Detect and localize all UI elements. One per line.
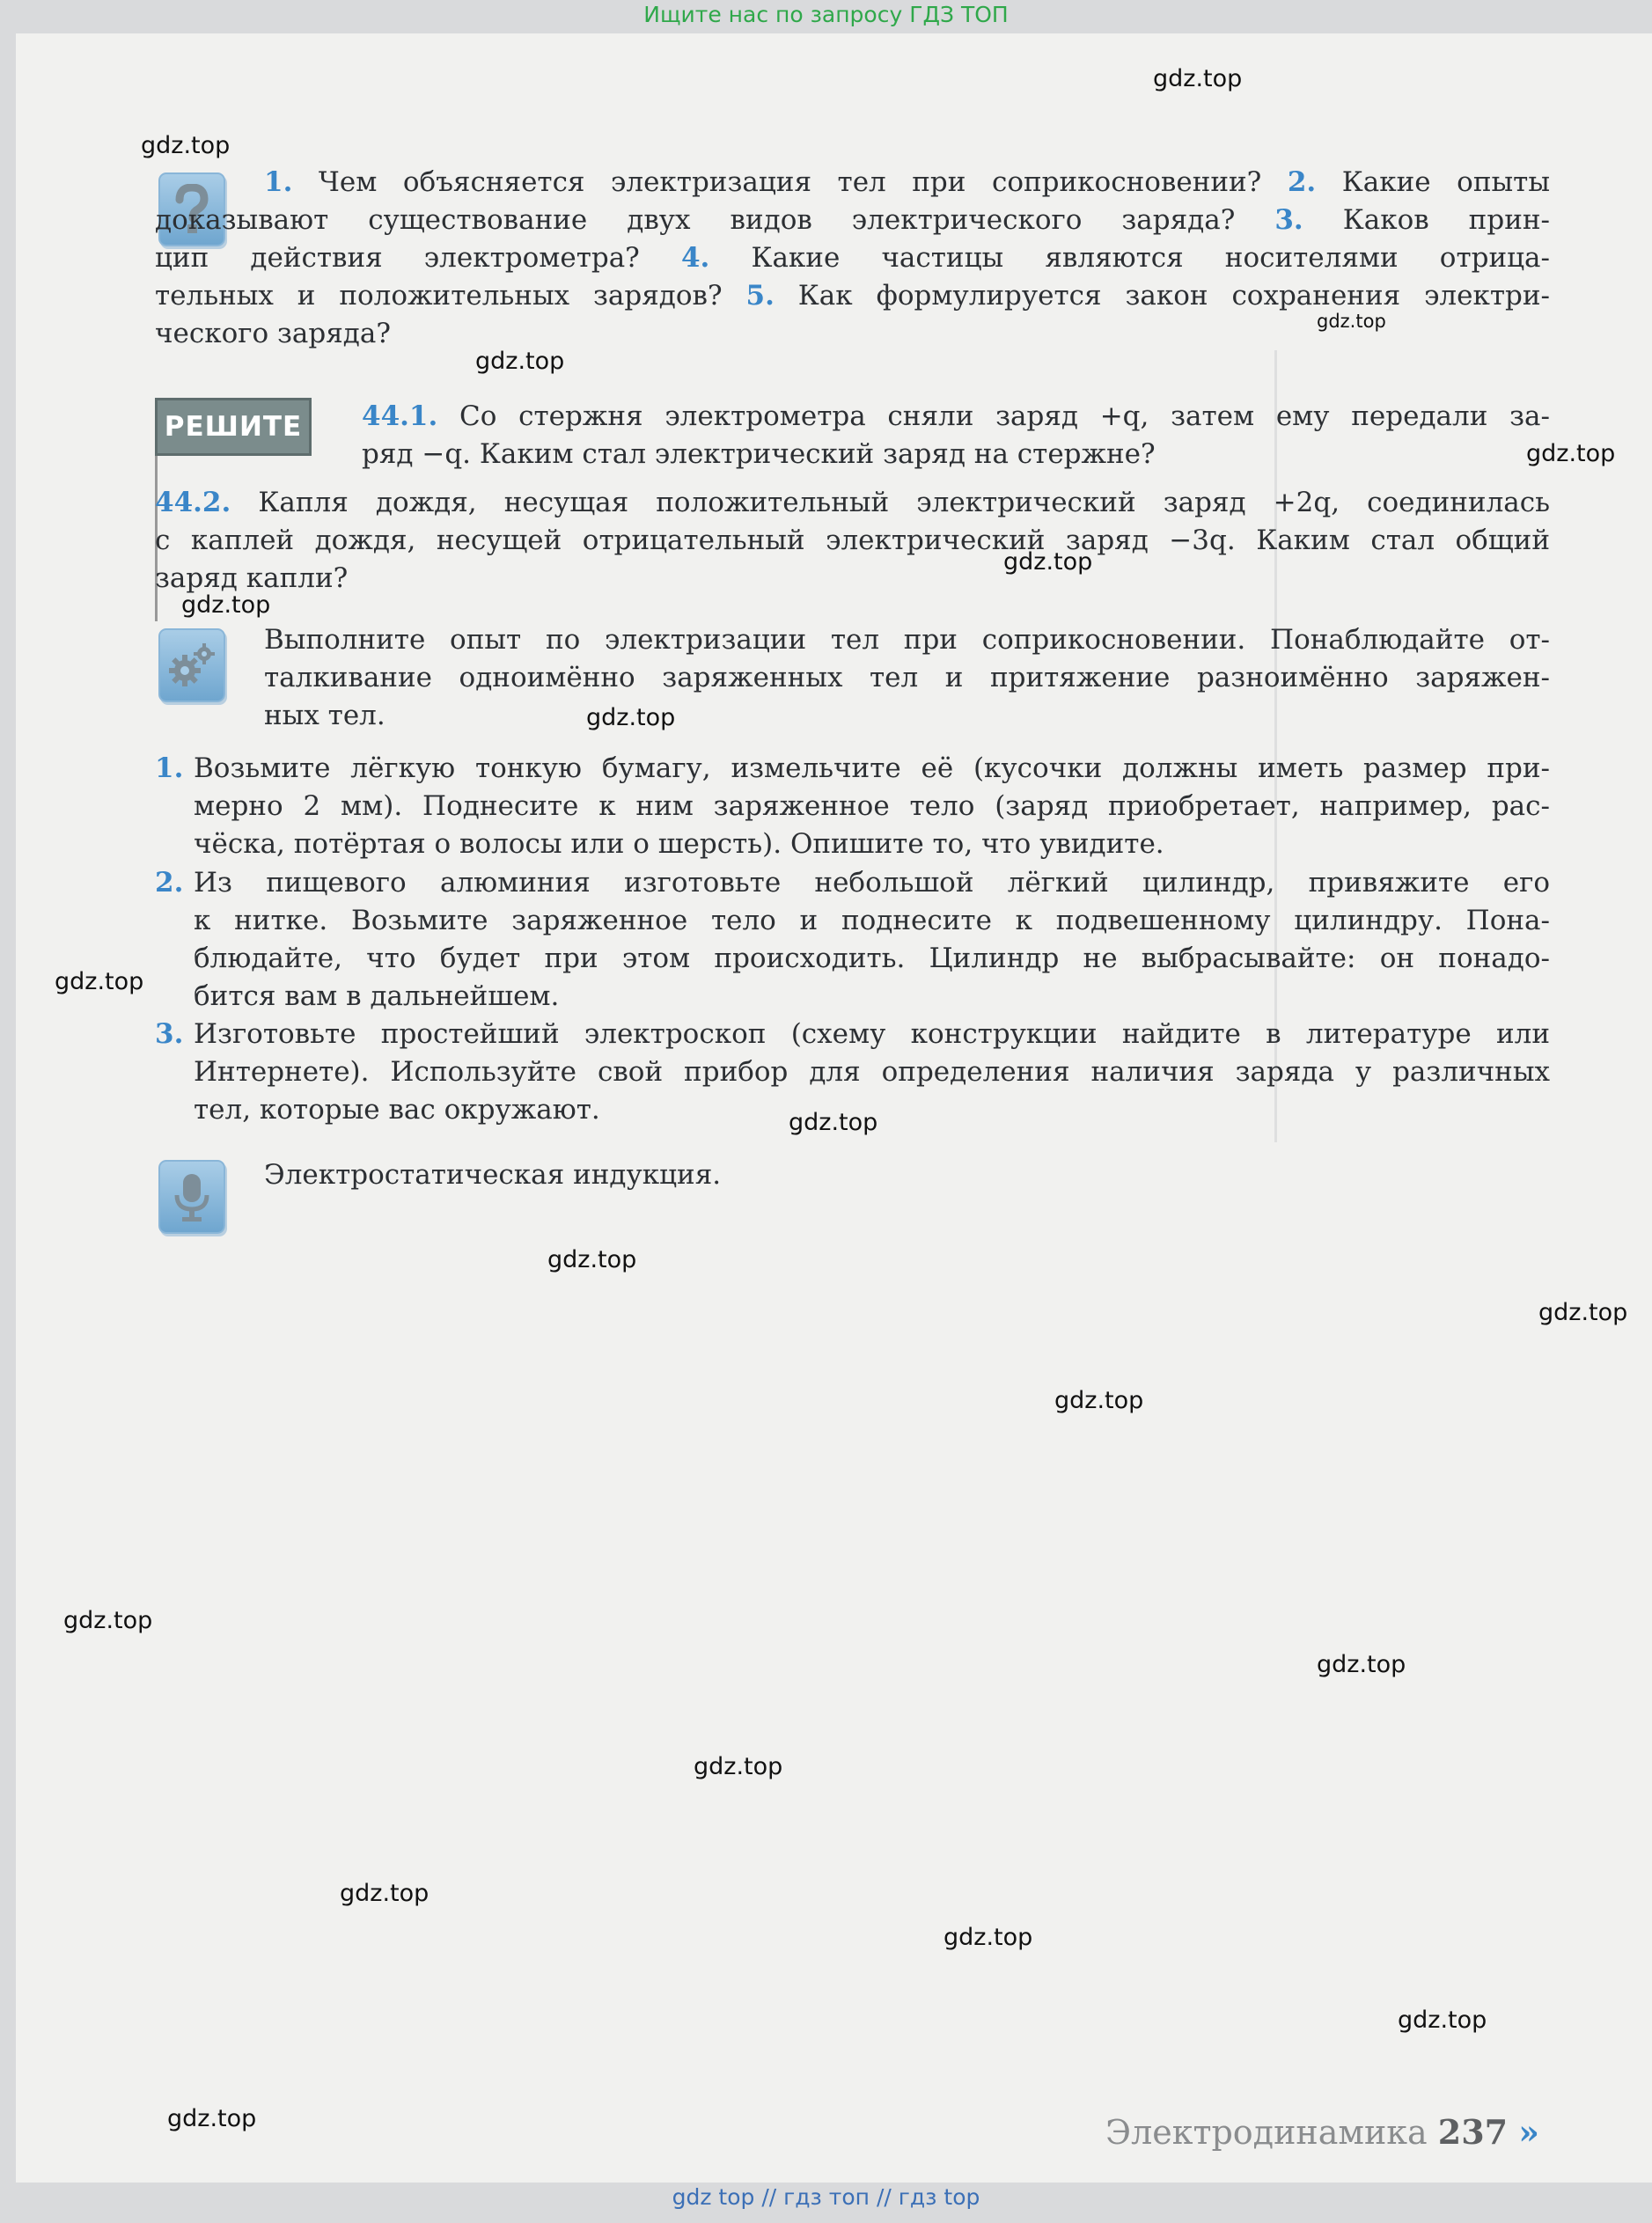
experiment-item-3-line-2: Интернете). Используйте свой прибор для определения наличия заряда у различных [194,1056,1550,1088]
watermark: gdz.top [167,2105,257,2132]
watermark: gdz.top [1153,65,1243,92]
experiment-item-2-line-1: Из пищевого алюминия изготовьте небольшой лёгкий цилиндр, привяжите его [194,867,1550,899]
watermark: gdz.top [475,348,565,375]
problem-44-1-line-2: ряд −q. Каким стал электрический заряд на стержне? [362,438,1156,470]
watermark: gdz.top [63,1607,153,1634]
watermark: gdz.top [181,591,271,619]
watermark: gdz.top [789,1109,878,1136]
experiment-intro-line-2: талкивание одноимённо заряженных тел и притяжение разноимённо заряжен- [264,662,1550,693]
experiment-item-1-line-1: Возьмите лёгкую тонкую бумагу, измельчите её (кусочки должны иметь размер при- [194,752,1550,784]
problem-44-2-line-1: 44.2. Капля дождя, несущая положительный электрический заряд +2q, соединилась [155,487,1550,518]
question-number: 2. [1287,166,1317,198]
watermark: gdz.top [1317,311,1386,332]
problem-44-1-line-1: 44.1. Со стержня электрометра сняли заряд +q, затем ему передали за- [362,400,1550,432]
watermark: gdz.top [1054,1387,1144,1414]
watermark: gdz.top [340,1880,430,1907]
watermark: gdz.top [943,1924,1033,1951]
problem-number: 44.1. [362,400,438,432]
next-arrow-icon: » [1518,2112,1539,2152]
question-line-5: ческого заряда? [155,318,391,349]
problem-44-2-line-3: заряд капли? [155,562,349,594]
microphone-icon [158,1160,225,1234]
watermark: gdz.top [547,1246,637,1273]
gears-icon [158,628,225,702]
watermark: gdz.top [141,132,231,159]
experiment-item-2-line-2: к нитке. Возьмите заряженное тело и поднесите к подвешенному цилиндру. Пона- [194,905,1550,936]
experiment-item-2-line-3: блюдайте, что будет при этом происходить. Цилиндр не выбрасывайте: он понадо- [194,943,1550,974]
watermark: gdz.top [1538,1299,1628,1326]
watermark: gdz.top [1398,2007,1487,2034]
question-line-1: 1. Чем объясняется электризация тел при соприкосновении? 2. Какие опыты [264,166,1550,198]
experiment-item-number: 3. [155,1018,184,1050]
problem-44-2-line-2: с каплей дождя, несущей отрицательный электрический заряд −3q. Каким стал общий [155,525,1550,556]
question-number: 4. [680,242,710,274]
watermark: gdz.top [694,1753,783,1780]
question-number: 3. [1274,204,1303,236]
experiment-item-number: 1. [155,752,184,784]
question-line-3: цип действия электрометра? 4. Какие частицы являются носителями отрица- [155,242,1550,274]
watermark: gdz.top [1003,548,1093,576]
bottom-banner[interactable]: gdz top // гдз топ // гдз top [672,2184,980,2210]
watermark: gdz.top [1526,440,1616,467]
experiment-intro-line-3: ных тел. [264,700,385,731]
experiment-item-2-line-4: бится вам в дальнейшем. [194,980,560,1012]
watermark: gdz.top [586,704,676,731]
experiment-intro-line-1: Выполните опыт по электризации тел при соприкосновении. Понаблюдайте от- [264,624,1550,656]
question-line-2: доказывают существование двух видов электрического заряда? 3. Каков прин- [155,204,1550,236]
question-number: 5. [745,280,775,312]
experiment-item-1-line-2: мерно 2 мм). Поднесите к ним заряженное тело (заряд приобретает, например, рас- [194,790,1550,822]
experiment-item-3-line-1: Изготовьте простейший электроскоп (схему конструкции найдите в литературе или [194,1018,1550,1050]
page-footer [1105,2112,1539,2152]
watermark: gdz.top [55,968,144,995]
top-banner[interactable]: Ищите нас по запросу ГДЗ ТОП [643,2,1009,27]
experiment-item-1-line-3: чёска, потёртая о волосы или о шерсть). Опишите то, что увидите. [194,828,1164,860]
page-number: 237 [1437,2112,1509,2152]
textbook-page [16,33,1652,2183]
problem-number: 44.2. [155,487,231,518]
question-line-4: тельных и положительных зарядов? 5. Как формулируется закон сохранения электри- [155,280,1550,312]
report-topic: Электростатическая индукция. [264,1159,722,1191]
question-number: 1. [264,166,293,198]
solve-badge: РЕШИТЕ [155,398,312,456]
experiment-item-3-line-3: тел, которые вас окружают. [194,1094,600,1126]
section-name: Электродинамика [1105,2113,1428,2152]
experiment-item-number: 2. [155,867,184,899]
watermark: gdz.top [1317,1651,1406,1678]
